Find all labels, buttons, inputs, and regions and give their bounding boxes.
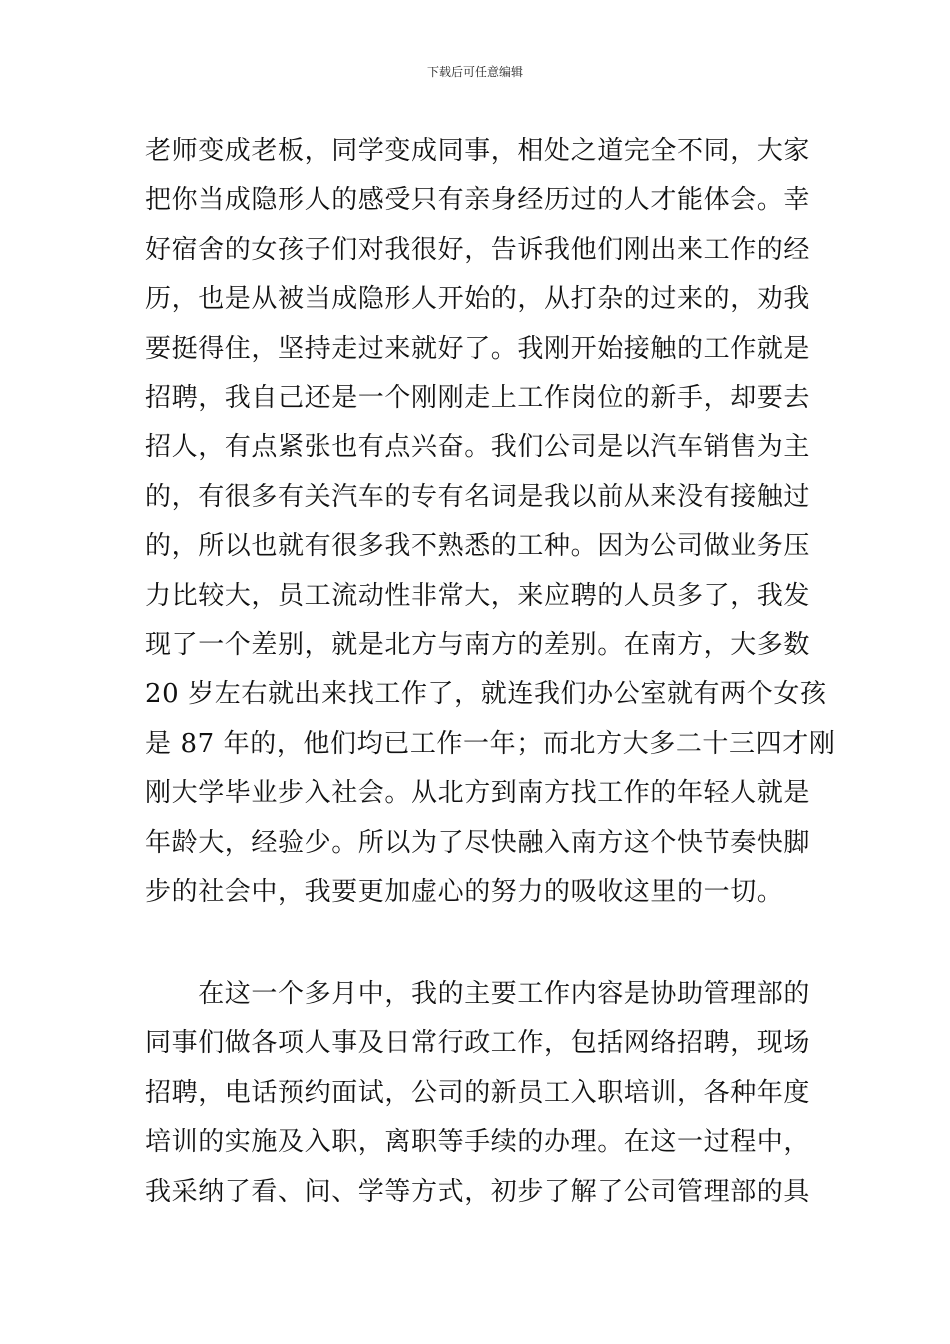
paragraph-2 xyxy=(145,970,825,1217)
text-line: 是 87 年的，他们均已工作一年；而北方大多二十三四才刚 xyxy=(145,728,836,759)
text-line: 力比较大，员工流动性非常大，来应聘的人员多了，我发 xyxy=(145,580,811,611)
text-line: 招人，有点紧张也有点兴奋。我们公司是以汽车销售为主 xyxy=(145,432,811,463)
text-line: 步的社会中，我要更加虚心的努力的吸收这里的一切。 xyxy=(145,877,784,908)
text-line: 好宿舍的女孩子们对我很好，告诉我他们刚出来工作的经 xyxy=(145,234,811,265)
text-line: 年龄大，经验少。所以为了尽快融入南方这个快节奏快脚 xyxy=(145,827,811,858)
text-line: 招聘，电话预约面试，公司的新员工入职培训，各种年度 xyxy=(145,1077,811,1108)
text-line: 培训的实施及入职，离职等手续的办理。在这一过程中， xyxy=(145,1127,811,1158)
text-line: 在这一个多月中，我的主要工作内容是协助管理部的 xyxy=(145,979,811,1009)
text-line: 老师变成老板，同学变成同事，相处之道完全不同，大家 xyxy=(145,136,811,166)
paragraph-1 xyxy=(145,127,836,918)
text-line: 历，也是从被当成隐形人开始的，从打杂的过来的，劝我 xyxy=(145,284,811,315)
page-header: 下载后可任意编辑 xyxy=(426,65,523,79)
text-line: 的，有很多有关汽车的专有名词是我以前从来没有接触过 xyxy=(145,481,811,512)
text-line: 同事们做各项人事及日常行政工作，包括网络招聘，现场 xyxy=(145,1028,811,1059)
text-line: 我采纳了看、问、学等方式，初步了解了公司管理部的具 xyxy=(145,1176,811,1207)
text-line: 的，所以也就有很多我不熟悉的工种。因为公司做业务压 xyxy=(145,531,811,562)
text-line: 招聘，我自己还是一个刚刚走上工作岗位的新手，却要去 xyxy=(145,383,811,414)
text-line: 刚大学毕业步入社会。从北方到南方找工作的年轻人就是 xyxy=(145,778,811,809)
text-line: 要挺得住，坚持走过来就好了。我刚开始接触的工作就是 xyxy=(145,333,811,364)
text-line: 20 岁左右就出来找工作了，就连我们办公室就有两个女孩 xyxy=(145,679,827,710)
text-line: 现了一个差别，就是北方与南方的差别。在南方，大多数 xyxy=(145,630,811,661)
text-line: 把你当成隐形人的感受只有亲身经历过的人才能体会。幸 xyxy=(145,185,811,216)
